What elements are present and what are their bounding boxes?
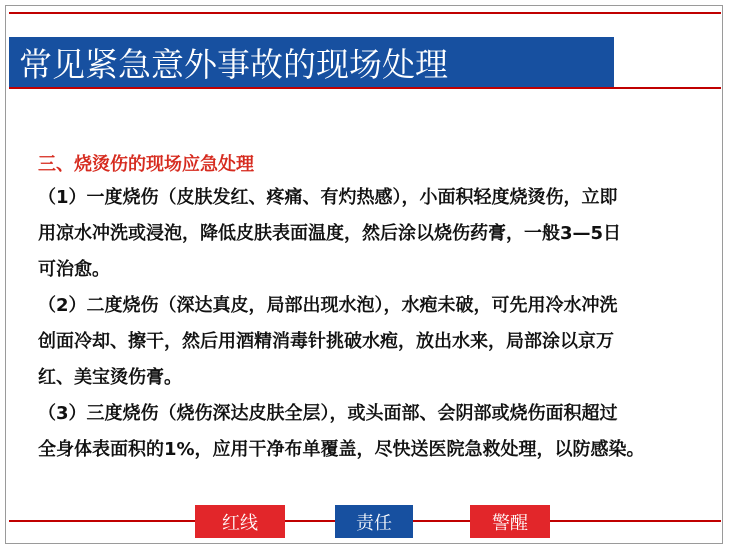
text-line: 全身体表面积的1%，应用干净布单覆盖，尽快送医院急救处理，以防感染。 [38,439,645,460]
paragraph-third-degree [38,396,703,468]
red-line-tab-label: 红线 [222,512,258,534]
text-line: 红、美宝烫伤膏。 [38,367,182,388]
text-line: 创面冷却、擦干，然后用酒精消毒针挑破水疱，放出水来，局部涂以京万 [38,331,614,352]
warning-tab-label: 警醒 [492,512,528,534]
paragraph-second-degree [38,288,703,396]
responsibility-tab[interactable] [335,505,413,538]
slide-content [38,150,703,468]
top-divider [9,12,721,14]
text-line: （2）二度烧伤（深达真皮，局部出现水泡），水疱未破，可先用冷水冲洗 [38,295,618,316]
warning-tab[interactable] [470,505,550,538]
title-divider [9,87,721,89]
paragraph-first-degree [38,180,703,288]
responsibility-tab-label: 责任 [356,512,392,534]
text-line: 可治愈。 [38,259,110,280]
text-line: （1）一度烧伤（皮肤发红、疼痛、有灼热感），小面积轻度烧烫伤，立即 [38,187,618,208]
title-bar [9,37,614,87]
page-title: 常见紧急意外事故的现场处理 [19,44,448,84]
red-line-tab[interactable] [195,505,285,538]
text-line: 用凉水冲洗或浸泡，降低皮肤表面温度，然后涂以烧伤药膏，一般3—5日 [38,223,622,244]
section-heading: 三、烧烫伤的现场应急处理 [38,154,254,175]
text-line: （3）三度烧伤（烧伤深达皮肤全层），或头面部、会阴部或烧伤面积超过 [38,403,618,424]
